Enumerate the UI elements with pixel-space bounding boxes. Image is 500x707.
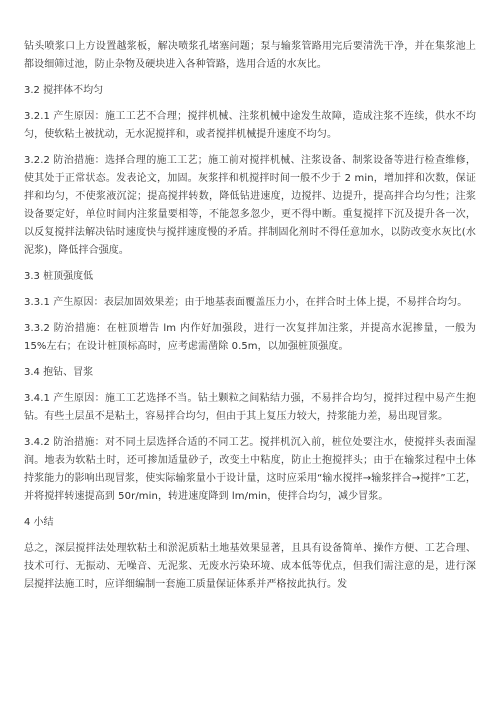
heading-4-summary: 4 小结 xyxy=(24,517,54,528)
paragraph-3-3-1: 3.3.1 产生原因：表层加固效果差；由于地基表面覆盖压力小，在拌合时土体上提，不易拌合均匀。 xyxy=(24,297,468,308)
paragraph-3-2-2: 3.2.2 防治措施：选择合理的施工工艺；施工前对搅拌机械、注浆设备、制浆设备等进行检查维修，使其处于正常状态。发表论文，加固。灰浆拌和机搅拌时间一般不少于 2 min，增加拌和次数，保证拌和均匀，不使浆液沉淀；提高搅拌转数，降低钻进速度，边搅拌、边提升，提高拌合均匀性；注浆设备要定好，单位时间内注浆量要相等，不能忽多忽少，更不得中断。重复搅拌下沉及提升各一次，以反复搅拌法解决钻时速度快与搅拌速度慢的矛盾。拌制固化剂时不得任意加水，以防改变水灰比(水泥浆)，降低拌合强度。 xyxy=(24,155,476,256)
paragraph-3-4-2: 3.4.2 防治措施：对不同土层选择合适的不同工艺。搅拌机沉入前，桩位处要注水，使搅拌头表面湿润。地表为软粘土时，还可掺加适量砂子，改变土中粘度，防止土抱搅拌头；由于在输浆过程中土体持浆能力的影响出现冒浆，使实际输浆量小于设计量，这时应采用“输水搅拌→输浆拌合→搅拌”工艺，并将搅拌转速提高到 50r/min，转进速度降到 lm/min，使拌合均匀，减少冒浆。 xyxy=(24,437,476,502)
heading-3-3: 3.3 桩顶强度低 xyxy=(24,271,94,282)
paragraph-slurry-nozzle-fix: 钻头喷浆口上方设置越浆板，解决喷浆孔堵塞问题；泵与输浆管路用完后要清洗干净，并在集浆池上都设细筛过池，防止杂物及硬块进入各种管路，选用合适的水灰比。 xyxy=(24,41,476,70)
heading-3-4: 3.4 抱钻、冒浆 xyxy=(24,367,94,378)
heading-3-2: 3.2 搅拌体不均匀 xyxy=(24,85,104,96)
paragraph-3-4-1: 3.4.1 产生原因：施工工艺选择不当。钻土颗粒之间粘结力强，不易拌合均匀，搅拌过程中易产生抱钻。有些土层虽不是粘土，容易拌合均匀，但由于其上复压力较大，持浆能力差，易出现冒浆。 xyxy=(24,393,476,422)
paragraph-3-3-2: 3.3.2 防治措施：在桩顶增告 lm 内作好加强段，进行一次复拌加注浆，并提高水泥掺量，一般为 15%左右；在设计桩顶标高时，应考虑需凿除 0.5m，以加强桩顶强度。 xyxy=(24,323,476,352)
paragraph-summary: 总之，深层搅拌法处理软粘土和淤泥质粘土地基效果显著，且具有设备简单、操作方便、工艺合理、技术可行、无振动、无噪音、无泥浆、无废水污染环境、成本低等优点，但我们需注意的是，进行深层搅拌法施工时，应详细编制一套施工质量保证体系并严格按此执行。发 xyxy=(24,543,476,590)
paragraph-3-2-1: 3.2.1 产生原因：施工工艺不合理；搅拌机械、注浆机械中途发生故障，造成注浆不连续，供水不均匀，使软粘土被扰动，无水泥搅拌和，或者搅拌机械提升速度不均匀。 xyxy=(24,111,476,140)
